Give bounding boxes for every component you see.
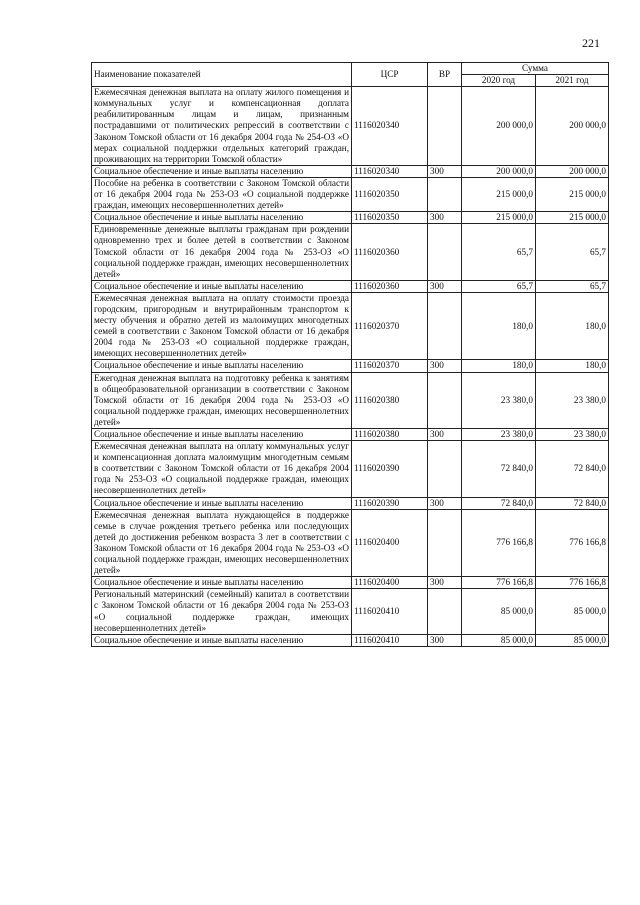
row-name: Социальное обеспечение и иные выплаты населению — [92, 165, 352, 177]
table-row — [92, 589, 609, 634]
row-sum-2021: 72 840,0 — [536, 441, 609, 497]
row-csr: 1116020350 — [352, 212, 428, 224]
row-csr: 1116020390 — [352, 497, 428, 509]
row-name: Социальное обеспечение и иные выплаты населению — [92, 497, 352, 509]
table-row — [92, 177, 609, 211]
header-year-2020: 2020 год — [462, 75, 536, 87]
table-row — [92, 634, 609, 646]
row-sum-2020: 85 000,0 — [462, 589, 536, 634]
table-row — [92, 212, 609, 224]
row-vr: 300 — [428, 165, 462, 177]
table-row — [92, 372, 609, 428]
row-vr: 300 — [428, 360, 462, 372]
row-vr: 300 — [428, 280, 462, 292]
row-name: Ежемесячная денежная выплата нуждающейся в поддержке семье в случае рождения третьего ребенка или последующих детей до достижения ребенком возраста 3 лет в соответствии с Законом Томской области от 16 декабря 2004 года № 253-ОЗ «О социальной поддержке граждан, имеющих несовершеннолетних детей» — [92, 509, 352, 577]
row-vr — [428, 372, 462, 428]
row-sum-2021: 215 000,0 — [536, 177, 609, 211]
row-vr: 300 — [428, 497, 462, 509]
row-csr: 1116020370 — [352, 292, 428, 360]
row-name: Ежегодная денежная выплата на подготовку ребенка к занятиям в общеобразовательной организации в соответствии с Законом Томской области от 16 декабря 2004 года № 253-ОЗ «О социальной поддержке граждан, имеющих несовершеннолетних детей» — [92, 372, 352, 428]
row-sum-2020: 65,7 — [462, 224, 536, 280]
row-vr — [428, 509, 462, 577]
table-body — [92, 87, 609, 647]
header-year-2021: 2021 год — [536, 75, 609, 87]
row-csr: 1116020360 — [352, 224, 428, 280]
budget-table — [91, 62, 609, 647]
row-vr: 300 — [428, 634, 462, 646]
table-row — [92, 360, 609, 372]
row-name: Социальное обеспечение и иные выплаты населению — [92, 212, 352, 224]
row-name: Социальное обеспечение и иные выплаты населению — [92, 429, 352, 441]
row-sum-2020: 200 000,0 — [462, 87, 536, 166]
row-sum-2021: 180,0 — [536, 360, 609, 372]
table-row — [92, 497, 609, 509]
row-csr: 1116020340 — [352, 87, 428, 166]
header-vr: ВР — [428, 63, 462, 87]
table-row — [92, 224, 609, 280]
row-sum-2021: 215 000,0 — [536, 212, 609, 224]
row-sum-2021: 65,7 — [536, 280, 609, 292]
table-row — [92, 87, 609, 166]
row-sum-2020: 776 166,8 — [462, 509, 536, 577]
row-sum-2021: 180,0 — [536, 292, 609, 360]
row-name: Пособие на ребенка в соответствии с Законом Томской области от 16 декабря 2004 года № 253-ОЗ «О социальной поддержке граждан, имеющих несовершеннолетних детей» — [92, 177, 352, 211]
row-sum-2021: 23 380,0 — [536, 372, 609, 428]
row-csr: 1116020350 — [352, 177, 428, 211]
row-sum-2020: 23 380,0 — [462, 372, 536, 428]
row-vr: 300 — [428, 429, 462, 441]
row-name: Региональный материнский (семейный) капитал в соответствии с Законом Томской области от 16 декабря 2004 года № 253-ОЗ «О социальной поддержке граждан, имеющих несовершеннолетних детей» — [92, 589, 352, 634]
row-csr: 1116020380 — [352, 372, 428, 428]
row-name: Социальное обеспечение и иные выплаты населению — [92, 634, 352, 646]
row-sum-2021: 200 000,0 — [536, 87, 609, 166]
header-sum: Сумма — [462, 63, 609, 75]
row-csr: 1116020360 — [352, 280, 428, 292]
table-row — [92, 577, 609, 589]
table-row — [92, 165, 609, 177]
row-sum-2021: 85 000,0 — [536, 634, 609, 646]
row-name: Ежемесячная денежная выплата на оплату жилого помещения и коммунальных услуг и компенсационная доплата реабилитированным лицам и лицам, признанным пострадавшими от политических репрессий в соответствии с Законом Томской области от 16 декабря 2004 года № 254-ОЗ «О мерах социальной поддержки отдельных категорий граждан, проживающих на территории Томской области» — [92, 87, 352, 166]
row-csr: 1116020340 — [352, 165, 428, 177]
table-header — [92, 63, 609, 87]
row-sum-2021: 776 166,8 — [536, 509, 609, 577]
row-sum-2020: 215 000,0 — [462, 177, 536, 211]
row-sum-2020: 776 166,8 — [462, 577, 536, 589]
header-csr: ЦСР — [352, 63, 428, 87]
row-sum-2021: 23 380,0 — [536, 429, 609, 441]
row-sum-2020: 215 000,0 — [462, 212, 536, 224]
row-name: Социальное обеспечение и иные выплаты населению — [92, 280, 352, 292]
row-sum-2021: 72 840,0 — [536, 497, 609, 509]
row-csr: 1116020400 — [352, 509, 428, 577]
row-sum-2020: 23 380,0 — [462, 429, 536, 441]
row-vr — [428, 87, 462, 166]
row-sum-2020: 200 000,0 — [462, 165, 536, 177]
row-csr: 1116020370 — [352, 360, 428, 372]
row-sum-2020: 85 000,0 — [462, 634, 536, 646]
row-name: Социальное обеспечение и иные выплаты населению — [92, 360, 352, 372]
row-name: Ежемесячная денежная выплата на оплату коммунальных услуг и компенсационная доплата малоимущим многодетным семьям в соответствии с Законом Томской области от 16 декабря 2004 года № 253-ОЗ «О социальной поддержке граждан, имеющих несовершеннолетних детей» — [92, 441, 352, 497]
row-sum-2020: 180,0 — [462, 292, 536, 360]
row-csr: 1116020380 — [352, 429, 428, 441]
row-sum-2020: 65,7 — [462, 280, 536, 292]
table-row — [92, 509, 609, 577]
row-csr: 1116020410 — [352, 589, 428, 634]
page-number: 221 — [582, 36, 600, 50]
row-sum-2021: 65,7 — [536, 224, 609, 280]
row-sum-2020: 72 840,0 — [462, 497, 536, 509]
row-sum-2020: 180,0 — [462, 360, 536, 372]
row-csr: 1116020410 — [352, 634, 428, 646]
row-vr — [428, 589, 462, 634]
row-sum-2021: 200 000,0 — [536, 165, 609, 177]
row-vr — [428, 441, 462, 497]
row-vr: 300 — [428, 577, 462, 589]
row-name: Ежемесячная денежная выплата на оплату стоимости проезда городским, пригородным и внутрирайонным транспортом к месту обучения и обратно детей из малоимущих многодетных семей в соответствии с Законом Томской области от 16 декабря 2004 года № 253-ОЗ «О социальной поддержке граждан, имеющих несовершеннолетних детей» — [92, 292, 352, 360]
row-csr: 1116020390 — [352, 441, 428, 497]
row-vr — [428, 224, 462, 280]
row-vr — [428, 177, 462, 211]
table-row — [92, 292, 609, 360]
row-sum-2020: 72 840,0 — [462, 441, 536, 497]
table-row — [92, 441, 609, 497]
row-sum-2021: 85 000,0 — [536, 589, 609, 634]
row-csr: 1116020400 — [352, 577, 428, 589]
row-vr — [428, 292, 462, 360]
header-name: Наименование показателей — [92, 63, 352, 87]
row-sum-2021: 776 166,8 — [536, 577, 609, 589]
row-name: Социальное обеспечение и иные выплаты населению — [92, 577, 352, 589]
row-vr: 300 — [428, 212, 462, 224]
table-row — [92, 280, 609, 292]
table-row — [92, 429, 609, 441]
row-name: Единовременные денежные выплаты гражданам при рождении одновременно трех и более детей в соответствии с Законом Томской области от 16 декабря 2004 года № 253-ОЗ «О социальной поддержке граждан, имеющих несовершеннолетних детей» — [92, 224, 352, 280]
